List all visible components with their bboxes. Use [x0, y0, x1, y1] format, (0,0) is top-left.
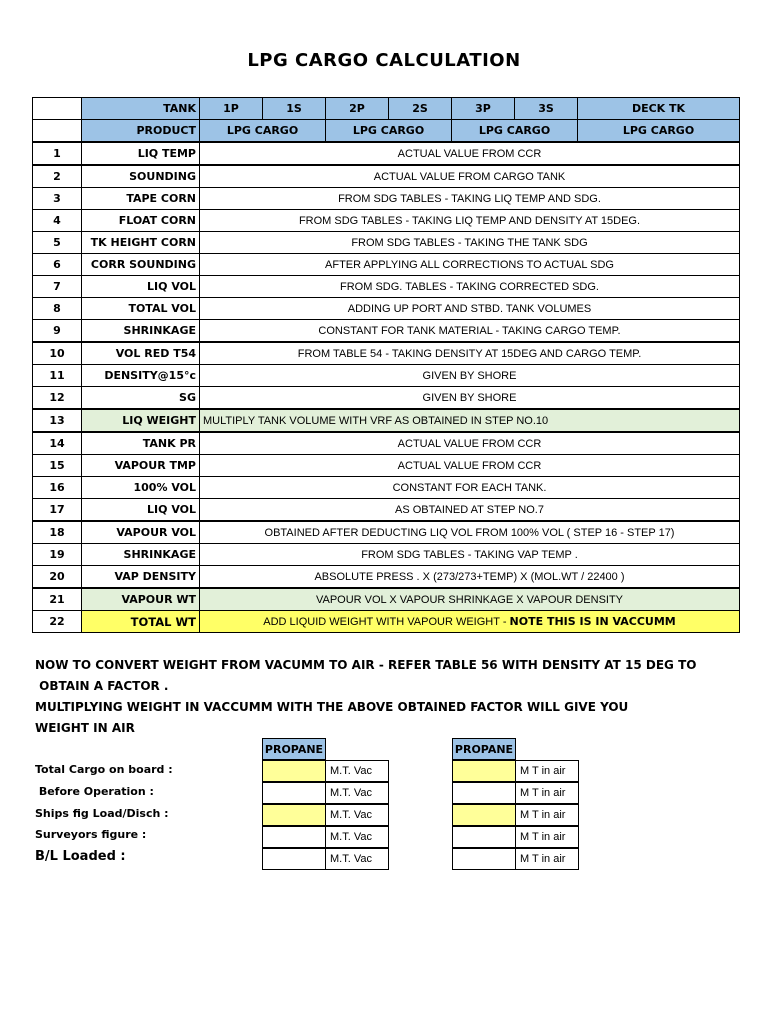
step-description: [200, 566, 740, 589]
propane-vac-header: PROPANE: [262, 738, 326, 760]
step-label: VAPOUR VOL: [82, 521, 200, 544]
step-description-text: ADDING UP PORT AND STBD. TANK VOLUMES: [347, 302, 592, 315]
step-description: [200, 409, 740, 432]
step-number: 12: [33, 387, 82, 410]
step-description: [200, 276, 740, 298]
step-label: VAPOUR WT: [82, 588, 200, 611]
step-label: LIQ WEIGHT: [82, 409, 200, 432]
step-label: TOTAL VOL: [82, 298, 200, 320]
step-number: 8: [33, 298, 82, 320]
step-number: 17: [33, 499, 82, 522]
step-label: SOUNDING: [82, 165, 200, 188]
step-row: [33, 432, 740, 455]
step-number: 13: [33, 409, 82, 432]
step-row: [33, 276, 740, 298]
step-row: [33, 611, 740, 633]
tank-3s: 3S: [515, 98, 578, 120]
step-description: [200, 188, 740, 210]
air-value-cell[interactable]: [452, 826, 516, 848]
step-number: 22: [33, 611, 82, 633]
air-unit: M T in air: [515, 760, 579, 782]
step-description: [200, 611, 740, 633]
step-row: [33, 365, 740, 387]
step-row: [33, 320, 740, 343]
step-number: 15: [33, 455, 82, 477]
product-1: LPG CARGO: [200, 120, 326, 143]
air-unit: M T in air: [515, 804, 579, 826]
step-label: VOL RED T54: [82, 342, 200, 365]
figure-label-total-cargo: Total Cargo on board :: [35, 763, 173, 776]
step-row: [33, 165, 740, 188]
step-description-text: ACTUAL VALUE FROM CCR: [397, 459, 542, 472]
step-description-text: OBTAINED AFTER DEDUCTING LIQ VOL FROM 100% VOL ( STEP 16 - STEP 17): [264, 526, 675, 539]
step-number: 9: [33, 320, 82, 343]
vac-value-cell[interactable]: [262, 782, 326, 804]
step-number: 5: [33, 232, 82, 254]
vac-value-cell[interactable]: [262, 760, 326, 782]
figure-label-ships-fig: Ships fig Load/Disch :: [35, 807, 169, 820]
air-unit: M T in air: [515, 848, 579, 870]
air-unit: M T in air: [515, 782, 579, 804]
propane-air-header: PROPANE: [452, 738, 516, 760]
product-header-row: [33, 120, 740, 143]
step-label: TOTAL WT: [82, 611, 200, 633]
step-description-text: ACTUAL VALUE FROM CCR: [397, 437, 542, 450]
step-number: 4: [33, 210, 82, 232]
step-label: FLOAT CORN: [82, 210, 200, 232]
page-title: LPG CARGO CALCULATION: [247, 50, 521, 71]
vac-unit: M.T. Vac: [325, 804, 389, 826]
step-label: VAP DENSITY: [82, 566, 200, 589]
step-number: 19: [33, 544, 82, 566]
step-row: [33, 521, 740, 544]
step-description: [200, 298, 740, 320]
step-number: 21: [33, 588, 82, 611]
step-description: [200, 142, 740, 165]
vac-value-cell[interactable]: [262, 848, 326, 870]
step-label: 100% VOL: [82, 477, 200, 499]
vac-value-cell[interactable]: [262, 826, 326, 848]
step-label: SG: [82, 387, 200, 410]
tank-header-row: [33, 98, 740, 120]
corner-cell: [33, 120, 82, 143]
step-description-text: CONSTANT FOR EACH TANK.: [392, 481, 547, 494]
step-description-text: VAPOUR VOL X VAPOUR SHRINKAGE X VAPOUR DENSITY: [315, 593, 624, 606]
step-description: [200, 165, 740, 188]
step-description: [200, 210, 740, 232]
step-description: [200, 232, 740, 254]
step-description-text: ADD LIQUID WEIGHT WITH VAPOUR WEIGHT -: [263, 616, 510, 628]
step-description: [200, 365, 740, 387]
step-description: [200, 521, 740, 544]
step-label: TAPE CORN: [82, 188, 200, 210]
step-description: [200, 499, 740, 522]
product-label: PRODUCT: [82, 120, 200, 143]
step-description-text: FROM TABLE 54 - TAKING DENSITY AT 15DEG AND CARGO TEMP.: [297, 347, 642, 360]
tank-deck: DECK TK: [578, 98, 740, 120]
air-unit: M T in air: [515, 826, 579, 848]
step-row: [33, 544, 740, 566]
tank-2p: 2P: [326, 98, 389, 120]
step-row: [33, 298, 740, 320]
figure-label-surveyors: Surveyors figure :: [35, 828, 147, 841]
vac-value-cell[interactable]: [262, 804, 326, 826]
step-label: LIQ VOL: [82, 499, 200, 522]
vacuum-note: NOTE THIS IS IN VACCUMM: [509, 615, 676, 628]
step-label: SHRINKAGE: [82, 544, 200, 566]
step-row: [33, 342, 740, 365]
step-number: 1: [33, 142, 82, 165]
step-number: 10: [33, 342, 82, 365]
step-label: SHRINKAGE: [82, 320, 200, 343]
step-number: 3: [33, 188, 82, 210]
tank-3p: 3P: [452, 98, 515, 120]
step-description-text: FROM SDG TABLES - TAKING LIQ TEMP AND DENSITY AT 15DEG.: [298, 214, 641, 227]
step-row: [33, 477, 740, 499]
step-description: [200, 544, 740, 566]
step-description-text: ACTUAL VALUE FROM CARGO TANK: [373, 170, 566, 183]
step-description: [200, 432, 740, 455]
air-value-cell[interactable]: [452, 848, 516, 870]
figure-label-bl-loaded: B/L Loaded :: [35, 849, 126, 864]
tank-1s: 1S: [263, 98, 326, 120]
step-number: 16: [33, 477, 82, 499]
tank-1p: 1P: [200, 98, 263, 120]
step-description-text: FROM SDG TABLES - TAKING THE TANK SDG: [351, 236, 588, 249]
step-description-text: ABSOLUTE PRESS . X (273/273+TEMP) X (MOL.WT / 22400 ): [314, 570, 625, 583]
step-description: [200, 387, 740, 410]
air-value-cell[interactable]: [452, 804, 516, 826]
step-description-text: AS OBTAINED AT STEP NO.7: [395, 503, 544, 516]
step-row: [33, 566, 740, 589]
product-4: LPG CARGO: [578, 120, 740, 143]
step-label: TANK PR: [82, 432, 200, 455]
paragraph-line: WEIGHT IN AIR: [35, 721, 135, 735]
step-label: LIQ VOL: [82, 276, 200, 298]
step-row: [33, 455, 740, 477]
step-number: 11: [33, 365, 82, 387]
step-label: CORR SOUNDING: [82, 254, 200, 276]
step-number: 14: [33, 432, 82, 455]
step-description-text: GIVEN BY SHORE: [422, 391, 517, 404]
step-number: 18: [33, 521, 82, 544]
step-number: 7: [33, 276, 82, 298]
tank-label: TANK: [82, 98, 200, 120]
vac-unit: M.T. Vac: [325, 782, 389, 804]
step-label: LIQ TEMP: [82, 142, 200, 165]
step-number: 2: [33, 165, 82, 188]
step-description-text: CONSTANT FOR TANK MATERIAL - TAKING CARGO TEMP.: [318, 324, 621, 337]
step-description: [200, 342, 740, 365]
step-label: TK HEIGHT CORN: [82, 232, 200, 254]
step-description: [200, 588, 740, 611]
step-number: 6: [33, 254, 82, 276]
step-description-text: AFTER APPLYING ALL CORRECTIONS TO ACTUAL SDG: [325, 258, 614, 271]
step-description: [200, 320, 740, 343]
step-row: [33, 387, 740, 410]
product-2: LPG CARGO: [326, 120, 452, 143]
paragraph-line: MULTIPLYING WEIGHT IN VACCUMM WITH THE ABOVE OBTAINED FACTOR WILL GIVE YOU: [35, 700, 629, 714]
step-row: [33, 254, 740, 276]
vac-unit: M.T. Vac: [325, 826, 389, 848]
step-row: [33, 588, 740, 611]
step-number: 20: [33, 566, 82, 589]
paragraph-line: NOW TO CONVERT WEIGHT FROM VACUMM TO AIR - REFER TABLE 56 WITH DENSITY AT 15 DEG TO: [35, 658, 697, 672]
step-row: [33, 409, 740, 432]
figure-label-before-operation: Before Operation :: [35, 785, 154, 798]
step-row: [33, 499, 740, 522]
step-description-text: ACTUAL VALUE FROM CCR: [397, 147, 542, 160]
step-description: [200, 254, 740, 276]
step-row: [33, 188, 740, 210]
step-row: [33, 232, 740, 254]
step-description: [200, 477, 740, 499]
step-description-text: FROM SDG TABLES - TAKING VAP TEMP .: [361, 548, 578, 561]
step-description-text: GIVEN BY SHORE: [422, 369, 517, 382]
step-description-text: MULTIPLY TANK VOLUME WITH VRF AS OBTAINED IN STEP NO.10: [203, 414, 549, 427]
paragraph-line: OBTAIN A FACTOR .: [35, 679, 169, 693]
step-row: [33, 142, 740, 165]
corner-cell: [33, 98, 82, 120]
step-description: [200, 455, 740, 477]
step-row: [33, 210, 740, 232]
step-description-text: FROM SDG. TABLES - TAKING CORRECTED SDG.: [340, 280, 599, 293]
tank-2s: 2S: [389, 98, 452, 120]
product-3: LPG CARGO: [452, 120, 578, 143]
step-description-text: FROM SDG TABLES - TAKING LIQ TEMP AND SDG.: [338, 192, 601, 205]
step-label: VAPOUR TMP: [82, 455, 200, 477]
air-value-cell[interactable]: [452, 760, 516, 782]
step-label: DENSITY@15°c: [82, 365, 200, 387]
air-value-cell[interactable]: [452, 782, 516, 804]
calculation-table: [32, 97, 740, 633]
vac-unit: M.T. Vac: [325, 848, 389, 870]
vac-unit: M.T. Vac: [325, 760, 389, 782]
